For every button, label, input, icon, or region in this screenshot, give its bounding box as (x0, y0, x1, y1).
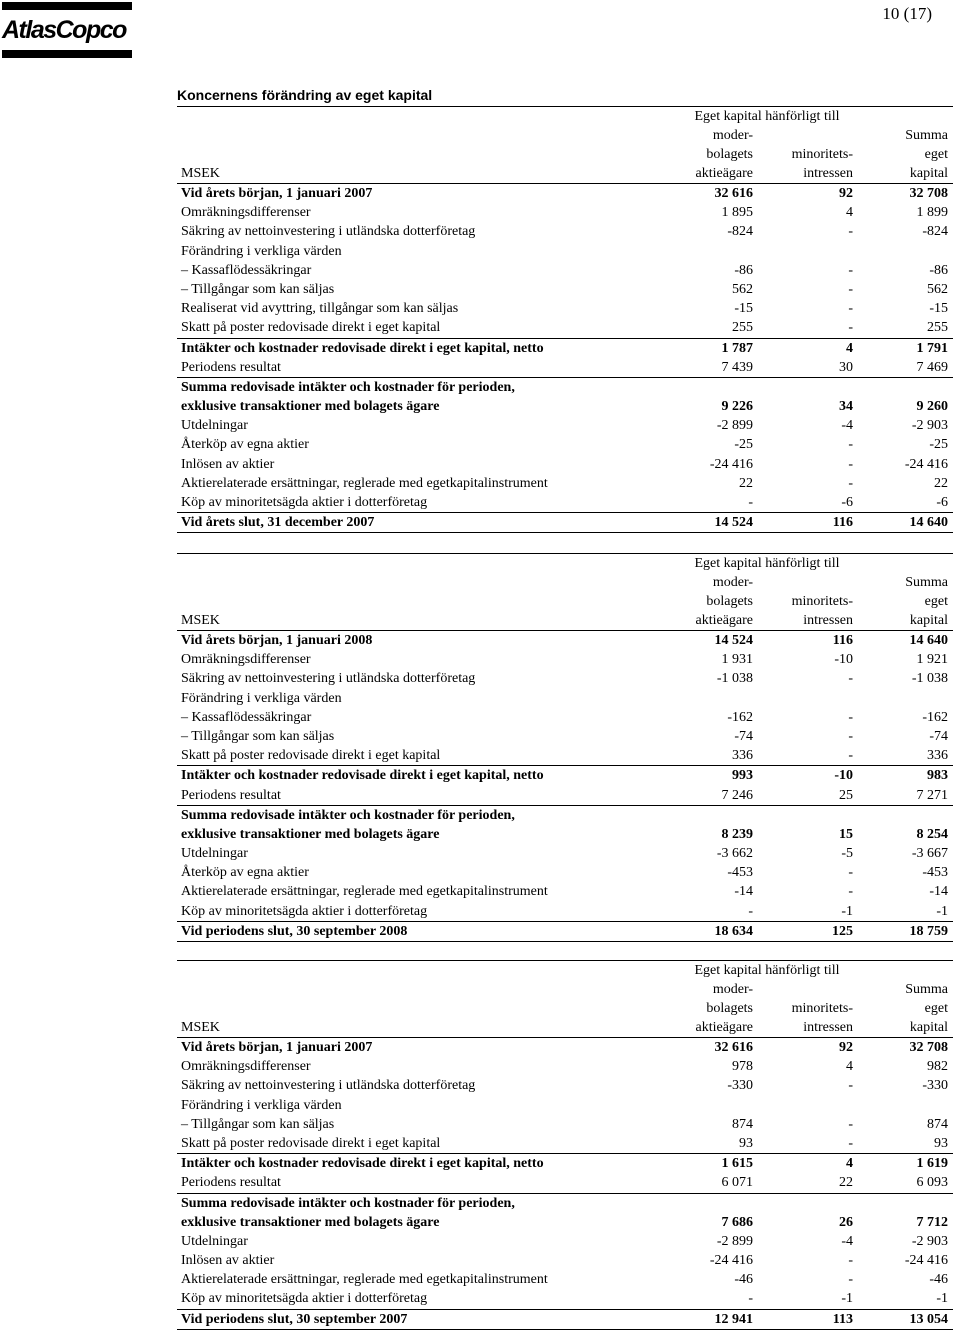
cell-total-equity: 982 (927, 1059, 948, 1075)
page-number: 10 (17) (882, 4, 932, 23)
cell-total-equity: 1 619 (916, 1156, 948, 1172)
column-header-total: Summa (905, 575, 948, 590)
table-row (177, 318, 953, 337)
cell-total-equity: 1 899 (916, 205, 948, 221)
row-label: exklusive transaktioner med bolagets ägare (181, 399, 440, 415)
cell-minority-interest: 92 (839, 186, 853, 201)
cell-total-equity: -86 (929, 262, 948, 278)
cell-parent-shareholders: 22 (739, 475, 753, 491)
cell-total-equity: -1 (936, 1291, 948, 1307)
column-header-total: eget (924, 147, 948, 162)
cell-parent-shareholders: -2 899 (716, 1233, 753, 1249)
row-label: Förändring i verkliga värden (181, 1097, 342, 1113)
cell-minority-interest: - (848, 748, 853, 764)
cell-minority-interest: 26 (839, 1214, 853, 1230)
table-row (177, 1057, 953, 1076)
table-row (177, 805, 953, 825)
header-row-3 (177, 611, 953, 630)
row-label: Inlösen av aktier (181, 456, 275, 472)
table-row (177, 1115, 953, 1134)
table-row (177, 1173, 953, 1192)
header-row-1 (177, 126, 953, 145)
cell-total-equity: -24 416 (904, 456, 948, 472)
row-label: Utdelningar (181, 846, 248, 862)
table-row (177, 786, 953, 805)
row-label: Skatt på poster redovisade direkt i eget kapital (181, 320, 441, 336)
table-row (177, 358, 953, 377)
cell-parent-shareholders: 874 (732, 1116, 753, 1132)
cell-minority-interest: - (848, 1078, 853, 1094)
cell-parent-shareholders: -25 (734, 437, 753, 453)
table-row (177, 1309, 953, 1329)
cell-total-equity: -453 (922, 865, 948, 881)
row-label: Återköp av egna aktier (181, 437, 309, 453)
header-row-3 (177, 164, 953, 183)
cell-parent-shareholders: 18 634 (714, 923, 753, 939)
table-row (177, 1193, 953, 1213)
table-row (177, 1251, 953, 1270)
cell-minority-interest: - (848, 865, 853, 881)
equity-table-3 (177, 960, 953, 1330)
cell-total-equity: 93 (934, 1135, 948, 1151)
cell-total-equity: -2 903 (911, 1233, 948, 1249)
cell-total-equity: 8 254 (916, 826, 948, 842)
cell-minority-interest: - (848, 884, 853, 900)
table-row (177, 203, 953, 222)
column-header-parent: aktieägare (695, 1020, 753, 1035)
cell-total-equity: 9 260 (916, 399, 948, 415)
cell-parent-shareholders: 978 (732, 1059, 753, 1075)
row-label: Intäkter och kostnader redovisade direkt i eget kapital, netto (181, 1156, 544, 1172)
cell-parent-shareholders: 7 246 (721, 787, 753, 803)
column-header-total: eget (924, 1001, 948, 1016)
table-row (177, 689, 953, 708)
row-label: Skatt på poster redovisade direkt i eget kapital (181, 1135, 441, 1151)
cell-minority-interest: 4 (846, 205, 853, 221)
row-label: Förändring i verkliga värden (181, 243, 342, 259)
cell-total-equity: -2 903 (911, 418, 948, 434)
cell-total-equity: -46 (929, 1272, 948, 1288)
table-row (177, 338, 953, 358)
cell-minority-interest: 4 (846, 1059, 853, 1075)
table-row (177, 921, 953, 941)
logo-bar-bottom (2, 50, 132, 58)
table-bottom-rule (177, 941, 953, 942)
column-header-total: Summa (905, 128, 948, 143)
header-row-group (177, 107, 953, 126)
table-row (177, 1270, 953, 1289)
table-row (177, 630, 953, 650)
cell-total-equity: 18 759 (909, 923, 948, 939)
cell-minority-interest: - (848, 671, 853, 687)
cell-minority-interest: -10 (834, 652, 853, 668)
column-group-label: Eget kapital hänförligt till (694, 109, 840, 124)
cell-parent-shareholders: 1 615 (721, 1156, 753, 1172)
cell-minority-interest: 92 (839, 1040, 853, 1055)
header-row-1 (177, 980, 953, 999)
cell-parent-shareholders: 993 (732, 768, 753, 784)
table-row (177, 377, 953, 397)
cell-total-equity: 1 921 (916, 652, 948, 668)
cell-minority-interest: - (848, 320, 853, 336)
table-row (177, 727, 953, 746)
row-label: Intäkter och kostnader redovisade direkt i eget kapital, netto (181, 340, 544, 356)
table-row (177, 280, 953, 299)
header-row-group (177, 961, 953, 980)
table-row (177, 1037, 953, 1057)
row-label: Vid årets slut, 31 december 2007 (181, 515, 375, 531)
cell-parent-shareholders: 7 439 (721, 359, 753, 375)
table-row (177, 455, 953, 474)
row-label: Summa redovisade intäkter och kostnader för perioden, (181, 1195, 515, 1211)
cell-total-equity: -74 (929, 728, 948, 744)
row-label: Inlösen av aktier (181, 1253, 275, 1269)
cell-total-equity: 7 712 (916, 1214, 948, 1230)
row-label: Aktierelaterade ersättningar, reglerade med egetkapitalinstrument (181, 1272, 548, 1288)
table-row (177, 882, 953, 901)
unit-label: MSEK (181, 613, 220, 628)
cell-parent-shareholders: -1 038 (716, 671, 753, 687)
row-label: – Kassaflödessäkringar (181, 709, 312, 725)
row-label: Realiserat vid avyttring, tillgångar som kan säljas (181, 301, 459, 317)
cell-parent-shareholders: 9 226 (721, 399, 753, 415)
row-label: Periodens resultat (181, 787, 281, 803)
header-row-2 (177, 145, 953, 164)
row-label: Vid årets början, 1 januari 2008 (181, 633, 373, 648)
row-label: Periodens resultat (181, 1175, 281, 1191)
equity-table-2 (177, 553, 953, 942)
row-label: Summa redovisade intäkter och kostnader för perioden, (181, 379, 515, 395)
cell-parent-shareholders: -74 (734, 728, 753, 744)
cell-total-equity: 255 (927, 320, 948, 336)
column-header-parent: moder- (712, 128, 753, 143)
cell-parent-shareholders: 32 616 (714, 186, 753, 201)
table-row (177, 1134, 953, 1153)
cell-minority-interest: - (848, 1135, 853, 1151)
cell-parent-shareholders: -24 416 (709, 1253, 753, 1269)
table-bottom-rule (177, 532, 953, 533)
cell-total-equity: 32 708 (909, 186, 948, 201)
column-group-label: Eget kapital hänförligt till (694, 963, 840, 978)
cell-minority-interest: - (848, 1272, 853, 1288)
cell-parent-shareholders: -14 (734, 884, 753, 900)
cell-minority-interest: -4 (841, 418, 853, 434)
table-row (177, 1232, 953, 1251)
unit-label: MSEK (181, 166, 220, 181)
column-header-total: kapital (909, 613, 948, 628)
cell-total-equity: -3 667 (911, 846, 948, 862)
column-header-parent: moder- (712, 982, 753, 997)
cell-parent-shareholders: 1 895 (721, 205, 753, 221)
cell-parent-shareholders: 255 (732, 320, 753, 336)
cell-parent-shareholders: -2 899 (716, 418, 753, 434)
cell-minority-interest: 30 (839, 359, 853, 375)
cell-minority-interest: 22 (839, 1175, 853, 1191)
cell-total-equity: 983 (927, 768, 948, 784)
table-row (177, 902, 953, 921)
row-label: Vid årets början, 1 januari 2007 (181, 186, 373, 201)
cell-parent-shareholders: - (748, 903, 753, 919)
cell-parent-shareholders: - (748, 495, 753, 510)
cell-parent-shareholders: 14 524 (714, 633, 753, 648)
cell-minority-interest: -4 (841, 1233, 853, 1249)
table-row (177, 765, 953, 785)
cell-parent-shareholders: -162 (727, 709, 753, 725)
cell-minority-interest: - (848, 728, 853, 744)
cell-total-equity: 6 093 (916, 1175, 948, 1191)
column-header-total: eget (924, 594, 948, 609)
row-label: – Kassaflödessäkringar (181, 262, 312, 278)
equity-table-1 (177, 106, 953, 533)
table-row (177, 844, 953, 863)
cell-parent-shareholders: 14 524 (714, 515, 753, 531)
cell-total-equity: -1 038 (911, 671, 948, 687)
logo-wordmark: AtlasCopco (2, 16, 126, 44)
cell-total-equity: -6 (936, 495, 948, 510)
table-row (177, 746, 953, 765)
cell-total-equity: 562 (927, 281, 948, 297)
cell-total-equity: 14 640 (909, 515, 948, 531)
cell-total-equity: 7 469 (916, 359, 948, 375)
row-label: Intäkter och kostnader redovisade direkt i eget kapital, netto (181, 768, 544, 784)
cell-minority-interest: - (848, 1116, 853, 1132)
table-row (177, 435, 953, 454)
header-row-2 (177, 999, 953, 1018)
cell-parent-shareholders: 6 071 (721, 1175, 753, 1191)
column-header-parent: aktieägare (695, 613, 753, 628)
column-header-minority: intressen (803, 1020, 853, 1035)
column-header-total: kapital (909, 166, 948, 181)
company-logo (2, 2, 132, 58)
page-title: Koncernens förändring av eget kapital (177, 87, 433, 103)
row-label: Skatt på poster redovisade direkt i eget kapital (181, 748, 441, 764)
cell-minority-interest: 25 (839, 787, 853, 803)
cell-parent-shareholders: -3 662 (716, 846, 753, 862)
table-row (177, 474, 953, 493)
cell-minority-interest: - (848, 1253, 853, 1269)
cell-total-equity: 14 640 (909, 633, 948, 648)
cell-minority-interest: -1 (841, 903, 853, 919)
column-header-parent: moder- (712, 575, 753, 590)
cell-minority-interest: - (848, 456, 853, 472)
table-row (177, 650, 953, 669)
row-label: Köp av minoritetsägda aktier i dotterföretag (181, 903, 428, 919)
cell-minority-interest: 34 (839, 399, 853, 415)
cell-total-equity: 1 791 (916, 340, 948, 356)
cell-minority-interest: -10 (834, 768, 853, 784)
row-label: – Tillgångar som kan säljas (181, 1116, 335, 1132)
cell-minority-interest: - (848, 475, 853, 491)
table-row (177, 1076, 953, 1095)
column-header-minority: minoritets- (791, 594, 853, 609)
table-row (177, 493, 953, 512)
cell-minority-interest: 15 (839, 826, 853, 842)
header-row-1 (177, 573, 953, 592)
column-header-parent: aktieägare (695, 166, 753, 181)
row-label: Aktierelaterade ersättningar, reglerade med egetkapitalinstrument (181, 884, 548, 900)
row-label: Periodens resultat (181, 359, 281, 375)
table-bottom-rule (177, 1329, 953, 1330)
column-header-total: kapital (909, 1020, 948, 1035)
cell-minority-interest: 4 (846, 340, 853, 356)
cell-parent-shareholders: -24 416 (709, 456, 753, 472)
logo-bar-top (2, 2, 132, 10)
table-row (177, 863, 953, 882)
table-row (177, 1289, 953, 1308)
header-row-2 (177, 592, 953, 611)
unit-label: MSEK (181, 1020, 220, 1035)
column-header-minority: minoritets- (791, 1001, 853, 1016)
row-label: Summa redovisade intäkter och kostnader för perioden, (181, 807, 515, 823)
cell-minority-interest: - (848, 437, 853, 453)
cell-total-equity: -24 416 (904, 1253, 948, 1269)
row-label: Förändring i verkliga värden (181, 690, 342, 706)
row-label: Omräkningsdifferenser (181, 1059, 311, 1075)
cell-total-equity: 13 054 (909, 1311, 948, 1327)
header-row-group (177, 554, 953, 573)
table-row (177, 825, 953, 844)
row-label: Omräkningsdifferenser (181, 652, 311, 668)
cell-parent-shareholders: 1 931 (721, 652, 753, 668)
cell-parent-shareholders: -46 (734, 1272, 753, 1288)
cell-parent-shareholders: 336 (732, 748, 753, 764)
cell-minority-interest: - (848, 262, 853, 278)
cell-total-equity: -14 (929, 884, 948, 900)
cell-minority-interest: 125 (832, 923, 853, 939)
cell-total-equity: 336 (927, 748, 948, 764)
row-label: Köp av minoritetsägda aktier i dotterföretag (181, 1291, 428, 1307)
row-label: Aktierelaterade ersättningar, reglerade med egetkapitalinstrument (181, 475, 548, 491)
cell-parent-shareholders: 1 787 (721, 340, 753, 356)
cell-minority-interest: -6 (841, 495, 853, 510)
row-label: Återköp av egna aktier (181, 865, 309, 881)
cell-total-equity: -162 (922, 709, 948, 725)
row-label: Säkring av nettoinvestering i utländska dotterföretag (181, 1078, 476, 1094)
cell-total-equity: -824 (922, 224, 948, 240)
table-row (177, 416, 953, 435)
cell-parent-shareholders: -330 (727, 1078, 753, 1094)
table-row (177, 261, 953, 280)
row-label: Omräkningsdifferenser (181, 205, 311, 221)
row-label: Säkring av nettoinvestering i utländska dotterföretag (181, 671, 476, 687)
row-label: exklusive transaktioner med bolagets ägare (181, 1214, 440, 1230)
row-label: Vid årets början, 1 januari 2007 (181, 1040, 373, 1055)
table-row (177, 299, 953, 318)
row-label: Köp av minoritetsägda aktier i dotterföretag (181, 495, 428, 510)
header-row-3 (177, 1018, 953, 1037)
cell-minority-interest: -5 (841, 846, 853, 862)
cell-minority-interest: - (848, 301, 853, 317)
column-header-parent: bolagets (706, 594, 753, 609)
cell-minority-interest: 116 (832, 633, 853, 648)
row-label: Utdelningar (181, 418, 248, 434)
cell-parent-shareholders: -15 (734, 301, 753, 317)
row-label: – Tillgångar som kan säljas (181, 281, 335, 297)
cell-parent-shareholders: -824 (727, 224, 753, 240)
cell-total-equity: -15 (929, 301, 948, 317)
column-group-label: Eget kapital hänförligt till (694, 556, 840, 571)
column-header-minority: intressen (803, 613, 853, 628)
cell-parent-shareholders: 32 616 (714, 1040, 753, 1055)
column-header-parent: bolagets (706, 1001, 753, 1016)
row-label: – Tillgångar som kan säljas (181, 728, 335, 744)
column-header-minority: intressen (803, 166, 853, 181)
row-label: Utdelningar (181, 1233, 248, 1249)
cell-total-equity: 32 708 (909, 1040, 948, 1055)
cell-parent-shareholders: 8 239 (721, 826, 753, 842)
cell-parent-shareholders: 7 686 (721, 1214, 753, 1230)
column-header-total: Summa (905, 982, 948, 997)
cell-total-equity: -1 (936, 903, 948, 919)
table-row (177, 1213, 953, 1232)
row-label: exklusive transaktioner med bolagets ägare (181, 826, 440, 842)
cell-parent-shareholders: -86 (734, 262, 753, 278)
cell-minority-interest: -1 (841, 1291, 853, 1307)
cell-minority-interest: - (848, 281, 853, 297)
cell-parent-shareholders: 93 (739, 1135, 753, 1151)
table-row (177, 669, 953, 688)
column-header-parent: bolagets (706, 147, 753, 162)
table-row (177, 242, 953, 261)
cell-total-equity: 874 (927, 1116, 948, 1132)
table-row (177, 708, 953, 727)
cell-parent-shareholders: -453 (727, 865, 753, 881)
cell-minority-interest: 113 (832, 1311, 853, 1327)
table-row (177, 512, 953, 532)
column-header-minority: minoritets- (791, 147, 853, 162)
table-row (177, 397, 953, 416)
table-row (177, 183, 953, 203)
cell-minority-interest: 4 (846, 1156, 853, 1172)
row-label: Vid periodens slut, 30 september 2008 (181, 923, 408, 939)
cell-total-equity: 7 271 (916, 787, 948, 803)
cell-total-equity: 22 (934, 475, 948, 491)
table-row (177, 222, 953, 241)
row-label: Vid periodens slut, 30 september 2007 (181, 1311, 408, 1327)
cell-minority-interest: 116 (832, 515, 853, 531)
cell-total-equity: -330 (922, 1078, 948, 1094)
cell-parent-shareholders: - (748, 1291, 753, 1307)
cell-minority-interest: - (848, 709, 853, 725)
cell-total-equity: -25 (929, 437, 948, 453)
table-row (177, 1096, 953, 1115)
cell-parent-shareholders: 562 (732, 281, 753, 297)
cell-parent-shareholders: 12 941 (714, 1311, 753, 1327)
row-label: Säkring av nettoinvestering i utländska dotterföretag (181, 224, 476, 240)
cell-minority-interest: - (848, 224, 853, 240)
table-row (177, 1153, 953, 1173)
